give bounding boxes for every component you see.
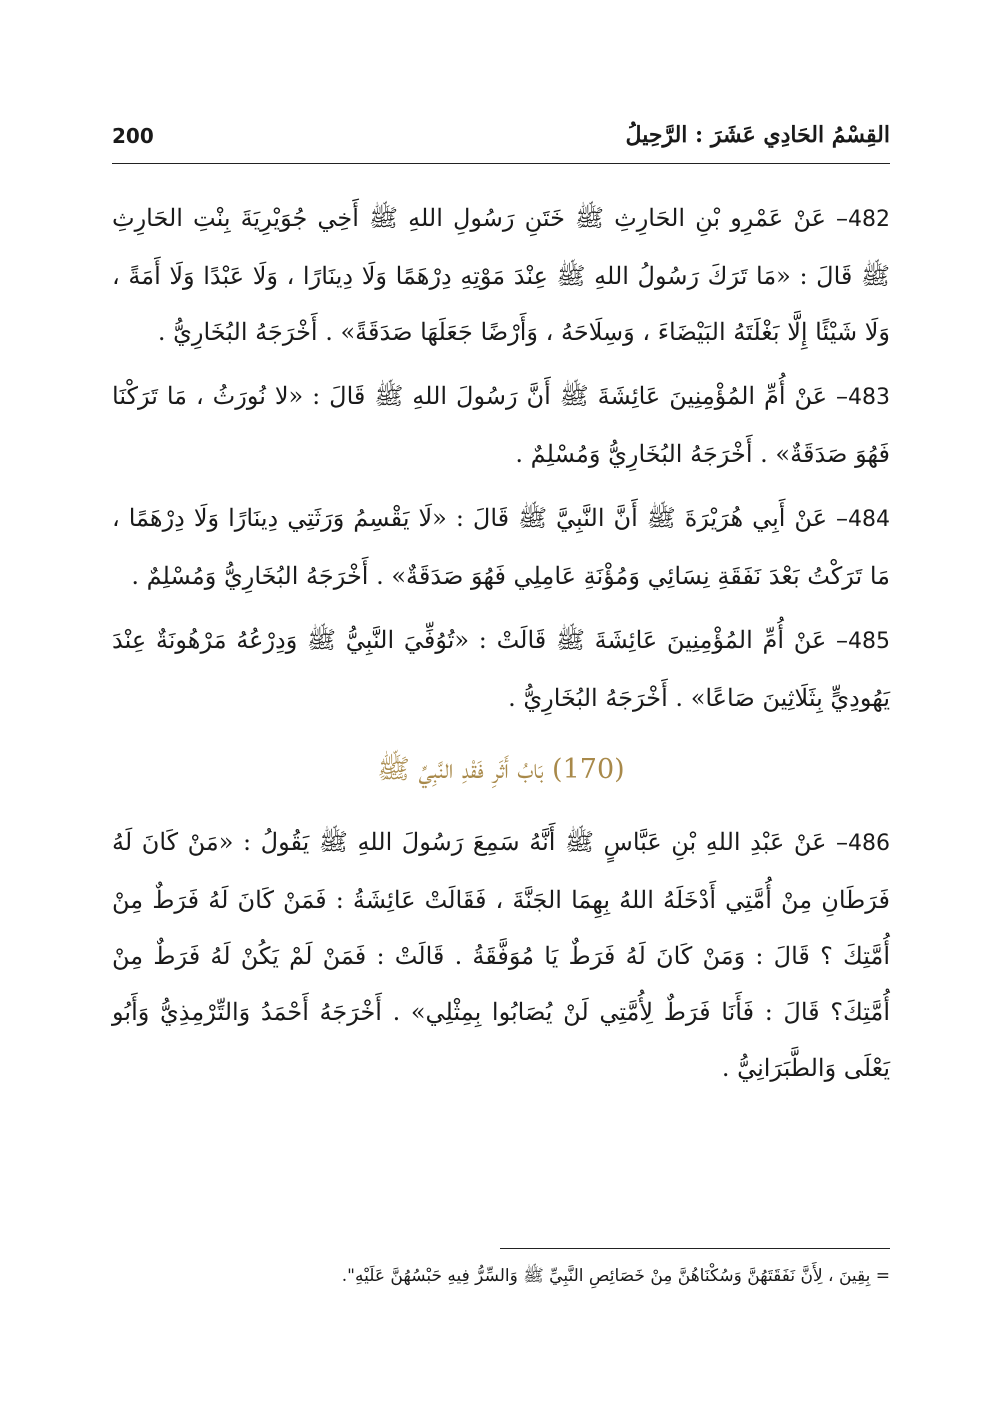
page-header xyxy=(112,118,890,162)
chapter-heading: (170) بَابُ أَثَرِ فَقْدِ النَّبِيِّ ﷺ xyxy=(377,754,625,785)
header-divider xyxy=(112,163,890,164)
page-number: 200 xyxy=(112,124,154,148)
hadith-483 xyxy=(112,368,890,482)
hadith-text: – عَنْ أَبِي هُرَيْرَةَ ﷺ أَنَّ النَّبِيَّ ﷺ قَالَ : «لَا يَقْسِمُ وَرَثَتِي دِينَارًا وَلَا دِرْهَمًا ، مَا تَرَكْتُ بَعْدَ نَفَقَةِ نِسَائِي وَمُؤْنَةِ عَامِلِي فَهُوَ صَدَقَةٌ» . أَخْرَجَهُ البُخَارِيُّ وَمُسْلِمٌ . xyxy=(112,504,890,590)
footnote: = بِقِينَ ، لِأَنَّ نَفَقَتَهُنَّ وَسُكْنَاهُنَّ مِنْ خَصَائِصِ النَّبِيِّ ﷺ وَالسِّرُّ فِيهِ حَبْسُهُنَّ عَلَيْهِ". xyxy=(341,1266,890,1286)
hadith-number: 485 xyxy=(848,629,890,654)
hadith-number: 484 xyxy=(848,507,890,532)
hadith-text: – عَنْ أُمِّ المُؤْمِنِينَ عَائِشَةَ ﷺ أَنَّ رَسُولَ اللهِ ﷺ قَالَ : «لا نُورَثُ ، مَا تَرَكْنَا فَهُوَ صَدَقَةٌ» . أَخْرَجَهُ البُخَارِيُّ وَمُسْلِمٌ . xyxy=(112,382,890,468)
section-title: القِسْمُ الحَادِي عَشَرَ : الرَّحِيلُ xyxy=(625,122,890,148)
hadith-485 xyxy=(112,612,890,726)
hadith-text: – عَنْ عَبْدِ اللهِ بْنِ عَبَّاسٍ ﷺ أَنَّهُ سَمِعَ رَسُولَ اللهِ ﷺ يَقُولُ : «مَنْ كَانَ لَهُ فَرَطَانِ مِنْ أُمَّتِي أَدْخَلَهُ اللهُ بِهِمَا الجَنَّةَ ، فَقَالَتْ عَائِشَةُ : فَمَنْ كَانَ لَهُ فَرَطٌ مِنْ أُمَّتِكَ ؟ قَالَ : وَمَنْ كَانَ لَهُ فَرَطٌ يَا مُوَفَّقَةُ . قَالَتْ : فَمَنْ لَمْ يَكُنْ لَهُ فَرَطٌ مِنْ أُمَّتِكَ؟ قَالَ : فَأَنَا فَرَطٌ لِأُمَّتِي لَنْ يُصَابُوا بِمِثْلِي» . أَخْرَجَهُ أَحْمَدُ وَالتِّرْمِذِيُّ وَأَبُو يَعْلَى وَالطَّبَرَانِيُّ . xyxy=(112,828,891,1082)
hadith-number: 486 xyxy=(848,831,890,856)
hadith-486 xyxy=(112,814,890,1096)
main-text xyxy=(112,190,890,1104)
hadith-484 xyxy=(112,490,890,604)
footnote-divider xyxy=(500,1248,890,1249)
hadith-text: – عَنْ عَمْرِو بْنِ الحَارِثِ ﷺ خَتَنِ رَسُولِ اللهِ ﷺ أَخِي جُوَيْرِيَةَ بِنْتِ الحَارِثِ ﷺ قَالَ : «مَا تَرَكَ رَسُولُ اللهِ ﷺ عِنْدَ مَوْتِهِ دِرْهَمًا وَلَا دِينَارًا ، وَلَا عَبْدًا وَلَا أَمَةً ، وَلَا شَيْئًا إِلَّا بَغْلَتَهُ البَيْضَاءَ ، وَسِلَاحَهُ ، وَأَرْضًا جَعَلَهَا صَدَقَةً» . أَخْرَجَهُ البُخَارِيُّ . xyxy=(112,204,890,346)
hadith-number: 482 xyxy=(848,207,890,232)
hadith-482 xyxy=(112,190,890,360)
hadith-number: 483 xyxy=(848,385,890,410)
hadith-text: – عَنْ أُمِّ المُؤْمِنِينَ عَائِشَةَ ﷺ قَالَتْ : «تُوُفِّيَ النَّبِيُّ ﷺ وَدِرْعُهُ مَرْهُونَةٌ عِنْدَ يَهُودِيٍّ بِثَلَاثِينَ صَاعًا» . أَخْرَجَهُ البُخَارِيُّ . xyxy=(112,626,890,712)
